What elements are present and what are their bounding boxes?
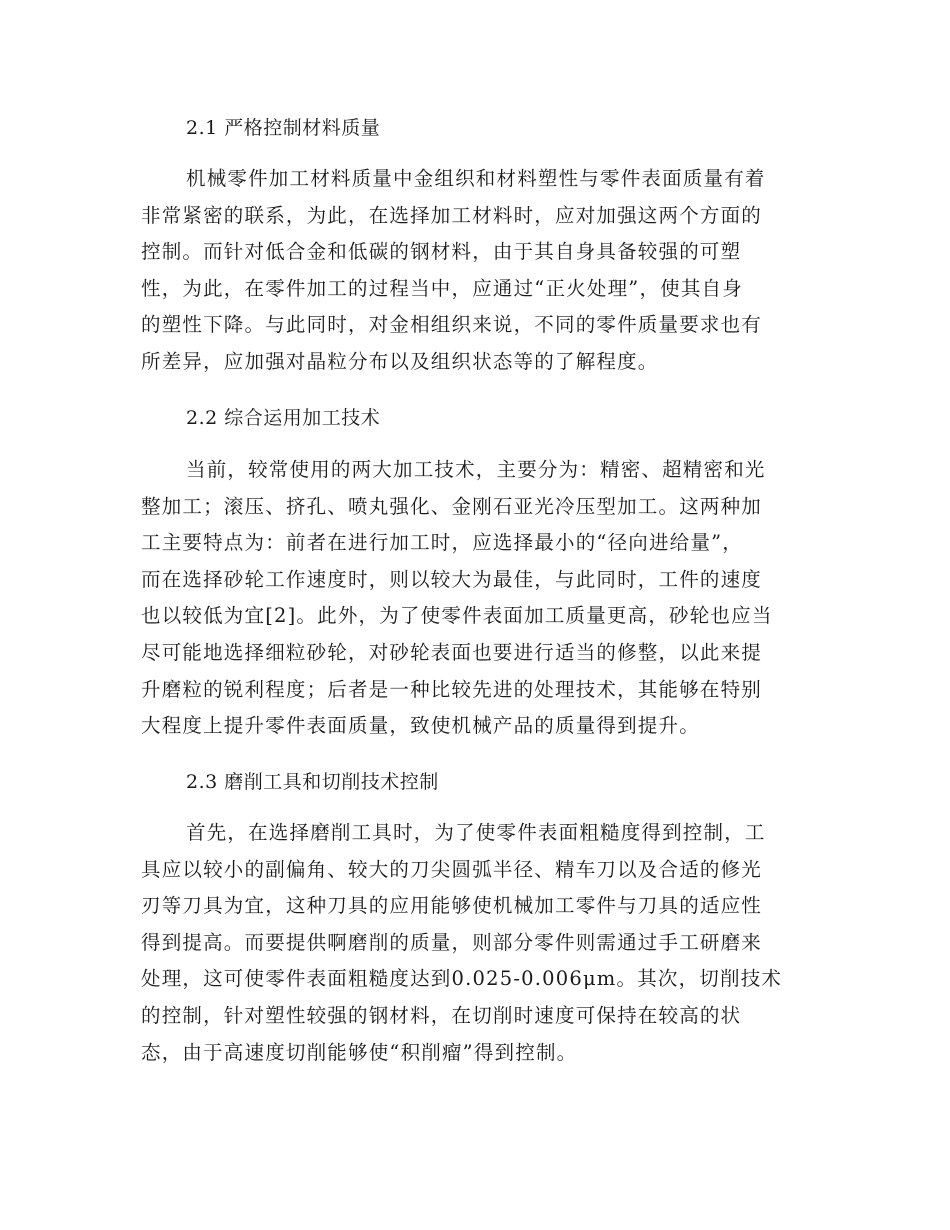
paragraph-line: 具应以较小的副偏角、较大的刀尖圆弧半径、精车刀以及合适的修光 [141, 857, 763, 881]
paragraph-line: 大程度上提升零件表面质量，致使机械产品的质量得到提升。 [141, 714, 700, 738]
paragraph-line: 当前，较常使用的两大加工技术，主要分为：精密、超精密和光 [186, 458, 766, 481]
paragraph-line: 机械零件加工材料质量中金组织和材料塑性与零件表面质量有着 [186, 167, 766, 190]
paragraph-2-2 [141, 452, 809, 745]
paragraph-2-3 [141, 815, 809, 1071]
paragraph-line: 刃等刀具为宜，这种刀具的应用能够使机械加工零件与刀具的适应性 [141, 894, 763, 918]
paragraph-line: 也以较低为宜[2]。此外，为了使零件表面加工质量更高，砂轮也应当 [141, 604, 773, 628]
section-heading-2-1: 2.1 严格控制材料质量 [186, 117, 381, 139]
paragraph-line: 性，为此，在零件加工的过程当中，应通过“正火处理”，使其自身 [141, 276, 743, 300]
paragraph-line: 态，由于高速度切削能够使“积削瘤”得到控制。 [141, 1040, 578, 1064]
paragraph-line: 而在选择砂轮工作速度时，则以较大为最佳，与此同时，工件的速度 [141, 567, 763, 591]
paragraph-line: 工主要特点为：前者在进行加工时，应选择最小的“径向进给量”， [141, 531, 743, 555]
paragraph-line: 的塑性下降。与此同时，对金相组织来说，不同的零件质量要求也有 [141, 313, 763, 337]
paragraph-line: 尽可能地选择细粒砂轮，对砂轮表面也要进行适当的修整，以此来提 [141, 640, 763, 664]
paragraph-line: 所差异，应加强对晶粒分布以及组织状态等的了解程度。 [141, 349, 659, 373]
paragraph-line: 控制。而针对低合金和低碳的钢材料，由于其自身具备较强的可塑 [141, 240, 742, 264]
paragraph-line: 非常紧密的联系，为此，在选择加工材料时，应对加强这两个方面的 [141, 203, 763, 227]
paragraph-line: 升磨粒的锐利程度；后者是一种比较先进的处理技术，其能够在特别 [141, 677, 763, 701]
section-heading-2-3: 2.3 磨削工具和切削技术控制 [186, 771, 439, 793]
paragraph-line: 首先，在选择磨削工具时，为了使零件表面粗糙度得到控制，工 [186, 821, 766, 844]
paragraph-line: 处理，这可使零件表面粗糙度达到0.025-0.006μm。其次，切削技术 [141, 967, 783, 991]
paragraph-2-1 [141, 161, 809, 381]
paragraph-line: 整加工；滚压、挤孔、喷丸强化、金刚石亚光冷压型加工。这两种加 [141, 494, 763, 518]
section-heading-2-2: 2.2 综合运用加工技术 [186, 407, 381, 429]
paragraph-line: 得到提高。而要提供啊磨削的质量，则部分零件则需通过手工研磨来 [141, 930, 763, 954]
paragraph-line: 的控制，针对塑性较强的钢材料，在切削时速度可保持在较高的状 [141, 1003, 742, 1027]
